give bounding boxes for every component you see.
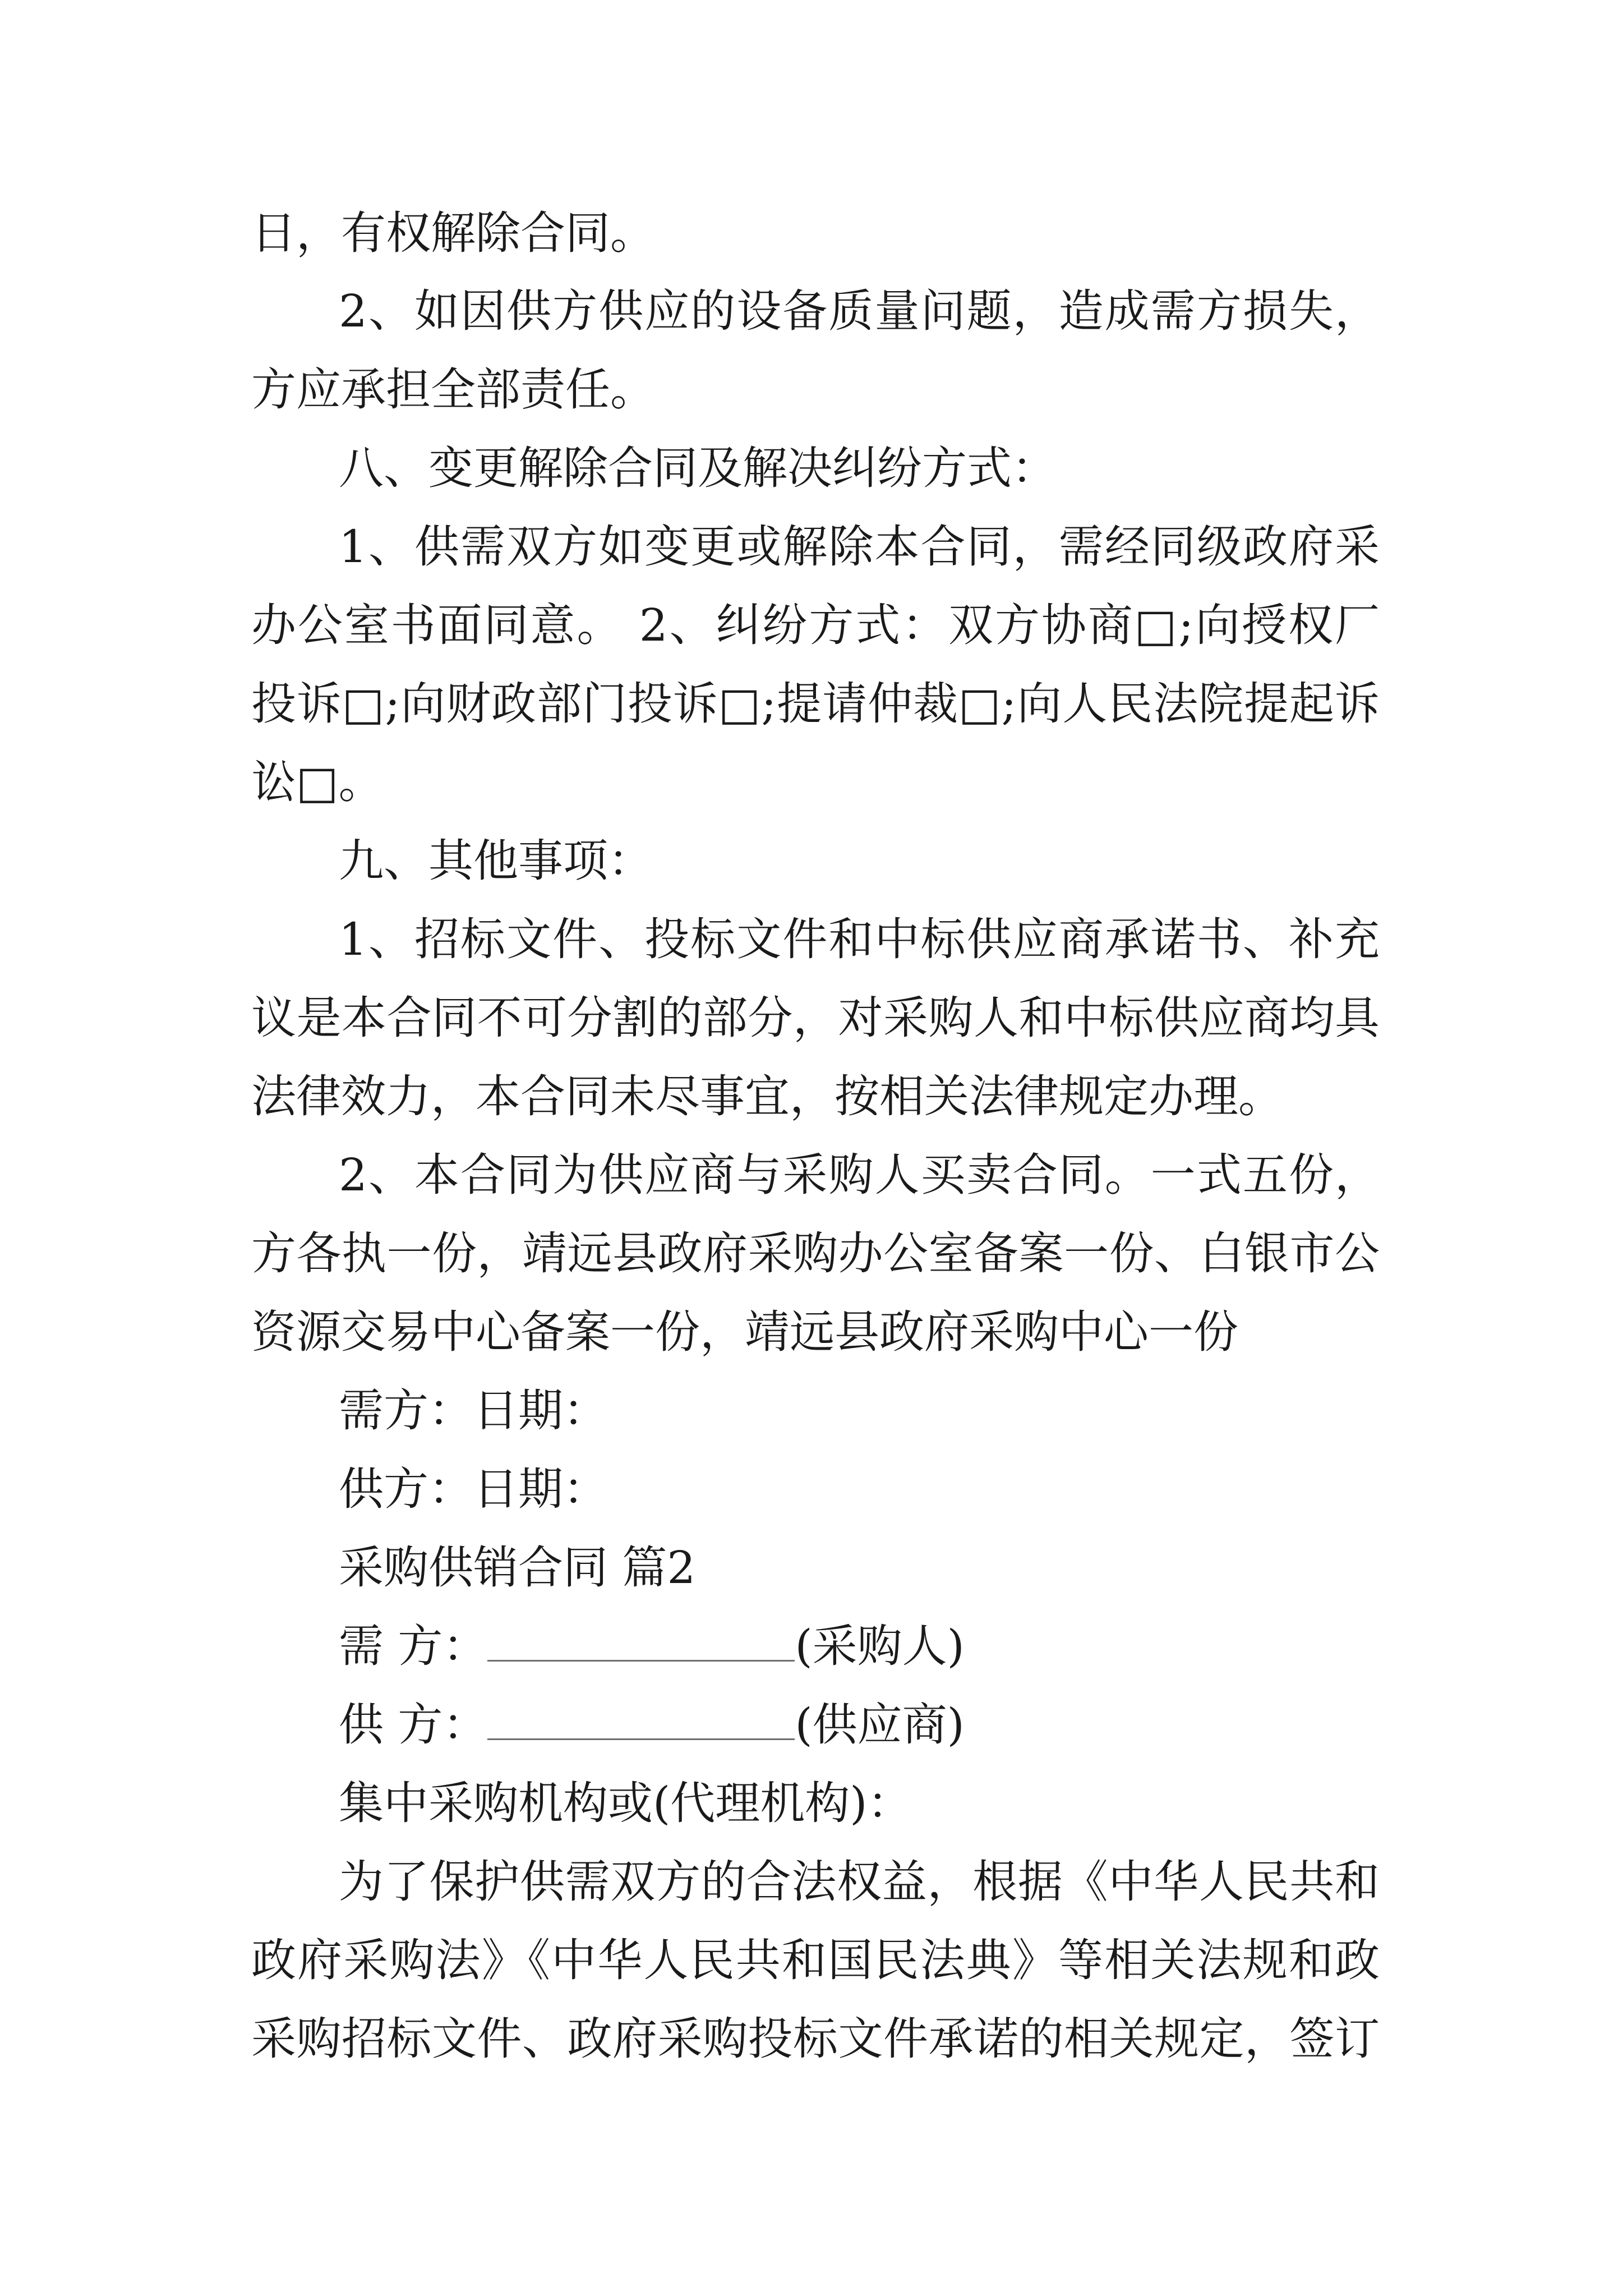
buyer-blank	[487, 1615, 795, 1662]
text-line: 1、招标文件、投标文件和中标供应商承诺书、补充	[339, 913, 1380, 965]
supplier-label: 供 方：	[339, 1699, 488, 1751]
section-heading: 八、变更解除合同及解决纠纷方式：	[339, 442, 1057, 494]
text-line: 为了保护供需双方的合法权益，根据《中华人民共和	[339, 1856, 1380, 1908]
contract-title: 采购供销合同 篇2	[339, 1542, 696, 1594]
section-heading: 九、其他事项：	[339, 835, 653, 887]
text-line: 日，有权解除合同。	[251, 207, 655, 259]
text-line: 法律效力，本合同未尽事宜，按相关法律规定办理。	[251, 1070, 1283, 1122]
text-line: 讼□。	[251, 756, 384, 808]
text-line: 政府采购法》《中华人民共和国民法典》等相关法规和政	[251, 1934, 1380, 1986]
text-line: 方应承担全部责任。	[251, 364, 655, 416]
text-line: 2、本合同为供应商与采购人买卖合同。一式五份，	[339, 1149, 1380, 1201]
signature-line: 供方：日期：	[339, 1463, 608, 1515]
text-line: 1、供需双方如变更或解除本合同，需经同级政府采	[339, 521, 1380, 573]
buyer-field-line	[339, 1607, 1623, 1686]
buyer-label: 需 方：	[339, 1620, 488, 1672]
supplier-blank	[487, 1694, 795, 1740]
text-line: 方各执一份，靖远县政府采购办公室备案一份、白银市公	[251, 1227, 1380, 1280]
supplier-field-line	[339, 1686, 1623, 1764]
text-line: 采购招标文件、政府采购投标文件承诺的相关规定，签订	[251, 2013, 1380, 2065]
text-line: 议是本合同不可分割的部分，对采购人和中标供应商均具	[251, 992, 1380, 1044]
text-line: 2、如因供方供应的设备质量问题，造成需方损失，	[339, 285, 1380, 337]
text-line: 资源交易中心备案一份，靖远县政府采购中心一份	[251, 1306, 1238, 1358]
agency-field-line: 集中采购机构或(代理机构)：	[339, 1777, 912, 1829]
buyer-suffix: (采购人)	[795, 1620, 965, 1672]
text-line: 投诉□;向财政部门投诉□;提请仲裁□;向人民法院提起诉	[251, 678, 1380, 730]
supplier-suffix: (供应商)	[795, 1699, 965, 1751]
text-line: 办公室书面同意。 2、纠纷方式：双方协商□;向授权厂	[251, 599, 1380, 651]
signature-line: 需方：日期：	[339, 1384, 608, 1437]
